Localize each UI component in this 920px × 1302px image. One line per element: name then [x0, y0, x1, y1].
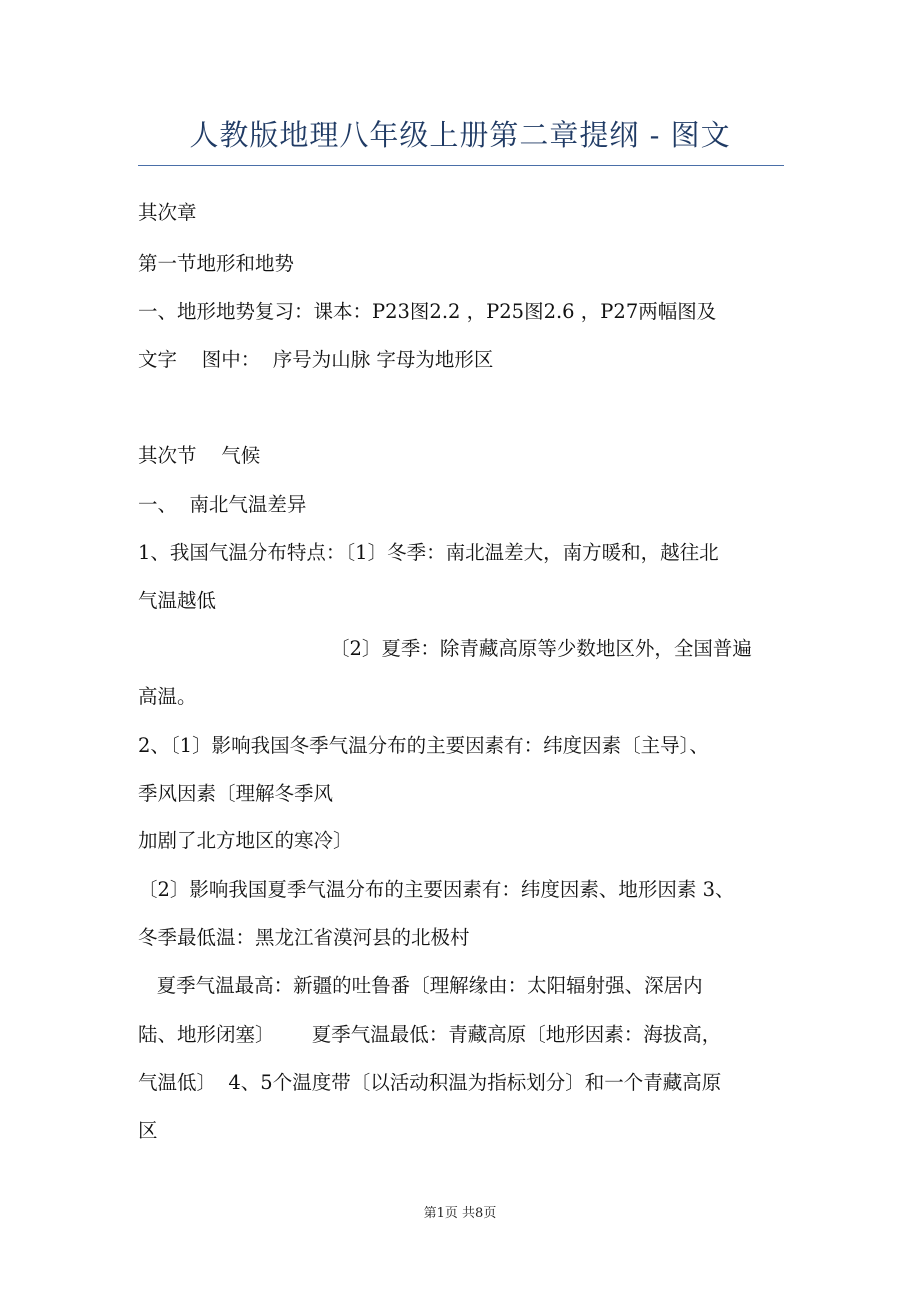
title-divider	[138, 165, 784, 166]
text-line: 冬季最低温：黑龙江省漠河县的北极村	[138, 926, 470, 949]
text-line: 文字 图中： 序号为山脉 字母为地形区	[138, 348, 494, 371]
text-line: 2、〔1〕影响我国冬季气温分布的主要因素有：纬度因素〔主导〕、	[138, 734, 709, 757]
text-line: 气温越低	[138, 589, 217, 612]
text-line: 其次节 气候	[138, 444, 261, 467]
text-line: 一、 南北气温差异	[138, 493, 307, 516]
text-line: 第一节地形和地势	[138, 252, 295, 275]
text-line: 其次章	[138, 201, 197, 224]
text-line: 一、地形地势复习：课本：P23图2.2 ，P25图2.6 ，P27两幅图及	[138, 300, 717, 323]
text-line: 加剧了北方地区的寒冷〕	[138, 829, 353, 852]
page-footer: 第1页 共8页	[423, 1206, 497, 1221]
text-line: 区	[138, 1119, 158, 1142]
text-line: 1、我国气温分布特点：〔1〕冬季：南北温差大，南方暖和，越往北	[138, 541, 719, 564]
text-line: 陆、地形闭塞〕 夏季气温最低：青藏高原〔地形因素：海拔高，	[138, 1023, 722, 1046]
text-line: 〔2〕影响我国夏季气温分布的主要因素有：纬度因素、地形因素 3、	[138, 878, 735, 901]
text-line: 〔2〕夏季：除青藏高原等少数地区外，全国普遍	[330, 637, 752, 660]
text-line: 气温低〕 4、5个温度带〔以活动积温为指标划分〕和一个青藏高原	[138, 1071, 722, 1094]
text-line: 季风因素〔理解冬季风	[138, 782, 334, 805]
text-line: 夏季气温最高：新疆的吐鲁番〔理解缘由：太阳辐射强、深居内	[138, 974, 703, 997]
text-line: 高温。	[138, 685, 197, 708]
document-title: 人教版地理八年级上册第二章提纲 - 图文	[189, 118, 731, 152]
